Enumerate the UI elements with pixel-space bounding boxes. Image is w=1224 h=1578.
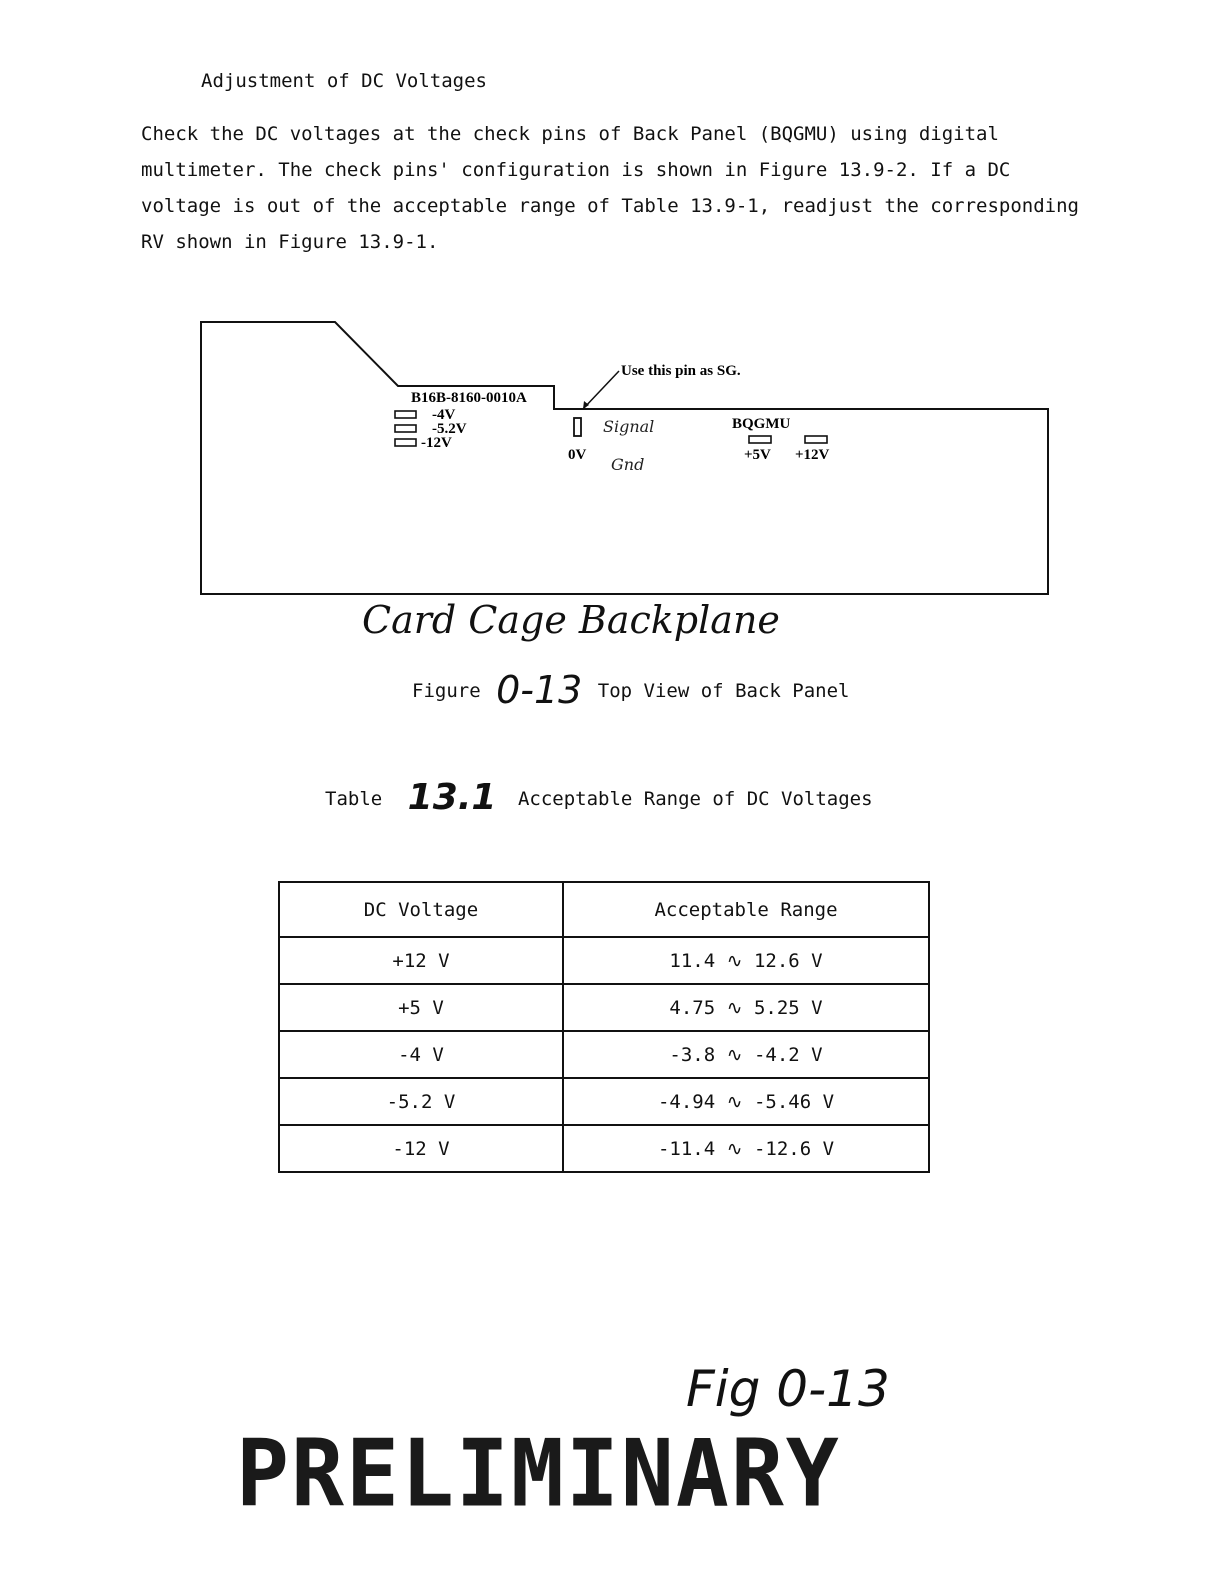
table-cell: 4.75 ∿ 5.25 V (563, 984, 929, 1031)
paragraph-line: multimeter. The check pins' configuration is shown in Figure 13.9-2. If a DC (141, 159, 1011, 181)
sg-arrowhead (583, 401, 589, 409)
part-number-label: B16B-8160-0010A (411, 390, 527, 406)
pin-label: +5V (744, 447, 771, 463)
check-pin (749, 436, 771, 443)
section-heading: Adjustment of DC Voltages (201, 70, 487, 92)
table-cell: +12 V (279, 937, 563, 984)
voltage-range-table (278, 881, 930, 1173)
table-caption-text: Acceptable Range of DC Voltages (517, 788, 873, 810)
check-pin (395, 425, 416, 432)
pin-label: -5.2V (432, 421, 467, 437)
table-cell: +5 V (279, 984, 563, 1031)
table-row (279, 1031, 929, 1078)
signal-note: Gnd (611, 455, 645, 474)
table-header: Acceptable Range (563, 882, 929, 937)
zero-volt-pin (574, 418, 581, 436)
table-cell: -5.2 V (279, 1078, 563, 1125)
signal-note: Signal (603, 417, 655, 436)
pin-label: -12V (421, 435, 452, 451)
figure-caption (412, 668, 849, 712)
table-cell: -4 V (279, 1031, 563, 1078)
table-cell: -4.94 ∿ -5.46 V (563, 1078, 929, 1125)
sg-arrow (583, 371, 619, 409)
figure-number: 0-13 (496, 668, 583, 712)
check-pin (395, 439, 416, 446)
table-cell: -3.8 ∿ -4.2 V (563, 1031, 929, 1078)
table-cell: -11.4 ∿ -12.6 V (563, 1125, 929, 1172)
table-number: 13.1 (407, 777, 497, 818)
back-panel-diagram (0, 0, 1224, 700)
check-pin (395, 411, 416, 418)
table-header-row (279, 882, 929, 937)
table-row (279, 984, 929, 1031)
table-cell: -12 V (279, 1125, 563, 1172)
pin-label: +12V (795, 447, 830, 463)
paragraph-line: Check the DC voltages at the check pins of Back Panel (BQGMU) using digital (141, 123, 999, 145)
table-row (279, 1078, 929, 1125)
pin-label: -4V (432, 407, 456, 423)
table-row (279, 1125, 929, 1172)
pin-label: 0V (568, 447, 587, 463)
check-pin (805, 436, 827, 443)
panel-name-label: BQGMU (732, 416, 791, 432)
handwritten-figure-title: Card Cage Backplane (362, 598, 780, 642)
paragraph-line: RV shown in Figure 13.9-1. (141, 231, 439, 253)
body-paragraph (141, 116, 1141, 260)
table-row (279, 937, 929, 984)
table-caption-prefix: Table (325, 788, 383, 810)
table-cell: 11.4 ∿ 12.6 V (563, 937, 929, 984)
figure-caption-prefix: Figure (412, 680, 481, 702)
sg-note: Use this pin as SG. (621, 363, 741, 379)
table-header: DC Voltage (279, 882, 563, 937)
handwritten-figure-note: Fig 0-13 (686, 1360, 890, 1418)
table-caption (325, 777, 873, 818)
paragraph-line: voltage is out of the acceptable range of Table 13.9-1, readjust the corresponding (141, 195, 1079, 217)
preliminary-stamp: PRELIMINARY (236, 1419, 841, 1528)
figure-caption-text: Top View of Back Panel (597, 680, 850, 702)
